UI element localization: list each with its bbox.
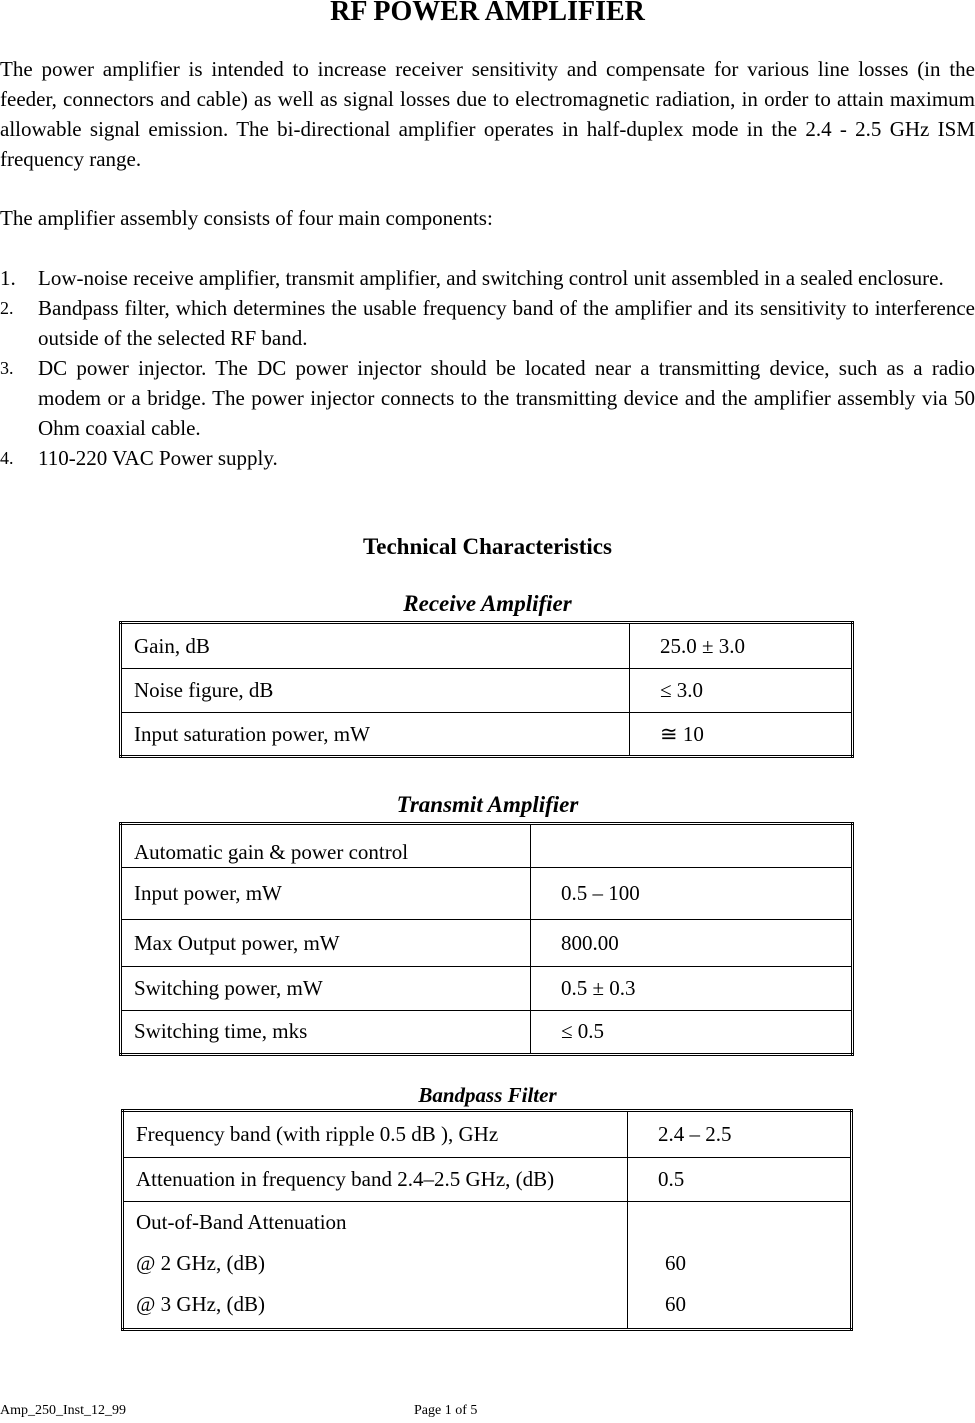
table-row [123,1158,852,1202]
list-item-number: 2. [0,298,14,318]
components-list [0,263,975,473]
list-item-text: DC power injector. The DC power injector should be located near a transmitting device, such as a radio modem or a bridge. The power injector connects to the transmitting device and the amplifier assembly via 50 Ohm coaxial cable. [38,356,975,440]
table-cell-value: 0.5 – 100 [531,868,853,920]
tech-heading: Technical Characteristics [363,534,612,559]
table-cell-label: Automatic gain & power control [121,824,531,868]
list-item-text: 110-220 VAC Power supply. [38,446,278,470]
table-row [121,920,853,966]
receive-table [119,621,854,758]
oob-line-label: @ 3 GHz, (dB) [136,1292,265,1316]
bandpass-table [121,1109,853,1331]
table-row [121,623,853,669]
oob-line-value: 60 [665,1292,686,1316]
table-cell-value: 800.00 [531,920,853,966]
table-cell-value [531,824,853,868]
transmit-heading: Transmit Amplifier [396,792,579,817]
table-cell-value: 2.4 – 2.5 [628,1111,852,1158]
oob-line-label: @ 2 GHz, (dB) [136,1251,265,1275]
list-item [0,293,975,353]
table-row [121,824,853,868]
table-row [121,713,853,757]
table-row [123,1111,852,1158]
table-row [121,868,853,920]
table-cell-label: Frequency band (with ripple 0.5 dB ), GHz [123,1111,628,1158]
receive-heading: Receive Amplifier [403,591,572,616]
table-cell-value: ≤ 3.0 [630,669,853,713]
table-cell-value: ≅ 10 [630,713,853,757]
bandpass-heading: Bandpass Filter [418,1083,557,1107]
footer-doc-id: Amp_250_Inst_12_99 [0,1403,126,1418]
list-item [0,353,975,443]
list-item [0,263,975,293]
list-item-text: Low-noise receive amplifier, transmit amplifier, and switching control unit assembled in a sealed enclosure. [38,266,944,290]
transmit-table [119,822,854,1056]
list-item [0,443,975,473]
oob-line-value: 60 [665,1251,686,1275]
table-row [121,1010,853,1054]
list-item-number: 4. [0,448,14,468]
components-intro: The amplifier assembly consists of four main components: [0,206,493,230]
table-cell-value: ≤ 0.5 [531,1010,853,1054]
list-item-text: Bandpass filter, which determines the usable frequency band of the amplifier and its sensitivity to interference outside of the selected RF band. [38,296,975,350]
table-row [121,966,853,1010]
table-cell-value [628,1202,852,1330]
page-title: RF POWER AMPLIFIER [330,0,645,27]
table-cell-label [123,1202,628,1330]
table-cell-value: 25.0 ± 3.0 [630,623,853,669]
table-cell-label: Input saturation power, mW [121,713,630,757]
table-row [123,1202,852,1330]
footer-page-number: Page 1 of 5 [414,1403,478,1418]
table-cell-value: 0.5 ± 0.3 [531,966,853,1010]
table-row [121,669,853,713]
table-cell-value: 0.5 [628,1158,852,1202]
table-cell-label: Noise figure, dB [121,669,630,713]
table-cell-label: Gain, dB [121,623,630,669]
table-cell-label: Attenuation in frequency band 2.4–2.5 GHz, (dB) [123,1158,628,1202]
table-cell-label: Switching time, mks [121,1010,531,1054]
table-cell-label: Max Output power, mW [121,920,531,966]
list-item-number: 1. [0,266,16,290]
table-cell-label: Switching power, mW [121,966,531,1010]
intro-paragraph: The power amplifier is intended to increase receiver sensitivity and compensate for various line losses (in the feeder, connectors and cable) as well as signal losses due to electromagnetic radiation, in order to attain maximum allowable signal emission. The bi-directional amplifier operates in half-duplex mode in the 2.4 - 2.5 GHz ISM frequency range. [0,57,975,171]
oob-label: Out-of-Band Attenuation [136,1210,347,1234]
list-item-number: 3. [0,358,14,378]
table-cell-label: Input power, mW [121,868,531,920]
